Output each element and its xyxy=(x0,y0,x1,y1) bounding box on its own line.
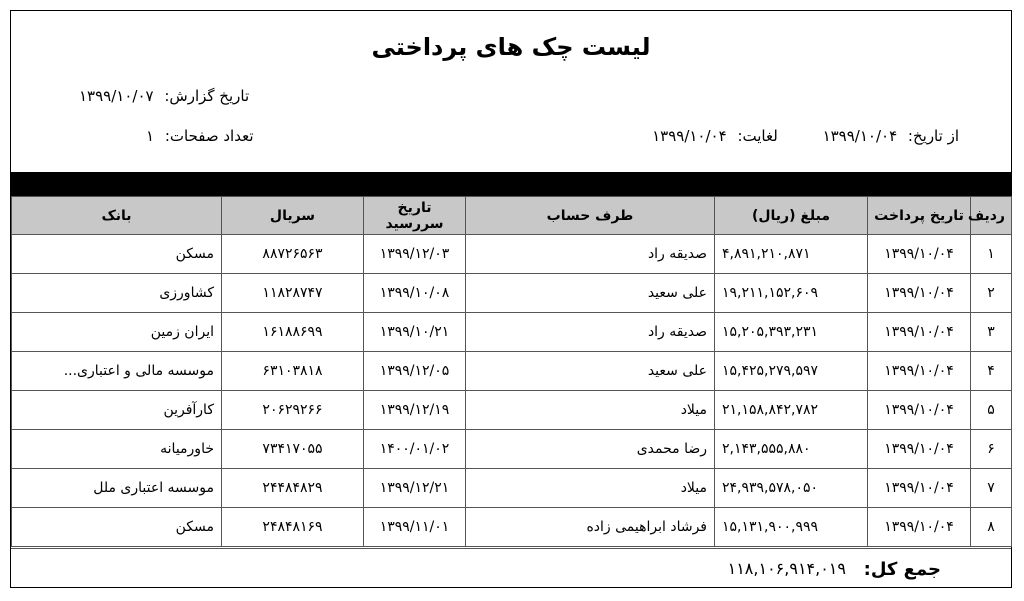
cell-bank: ایران زمین xyxy=(12,313,222,352)
to-date-label: لغایت: xyxy=(737,127,778,145)
cheques-table xyxy=(11,196,1012,547)
col-header-pay-date: تاریخ پرداخت xyxy=(868,197,971,235)
cell-bank: کارآفرین xyxy=(12,391,222,430)
table-row xyxy=(12,508,1012,547)
cell-row: ۴ xyxy=(971,352,1012,391)
cell-party: علی سعید xyxy=(466,352,715,391)
cell-row: ۳ xyxy=(971,313,1012,352)
cell-due-date: ۱۳۹۹/۱۲/۱۹ xyxy=(364,391,466,430)
cell-row: ۶ xyxy=(971,430,1012,469)
cell-party: میلاد xyxy=(466,469,715,508)
col-header-bank: بانک xyxy=(12,197,222,235)
pages-value: ۱ xyxy=(146,127,155,145)
cell-pay-date: ۱۳۹۹/۱۰/۰۴ xyxy=(868,235,971,274)
cell-serial: ۶۳۱۰۳۸۱۸ xyxy=(222,352,364,391)
col-header-row: ردیف xyxy=(971,197,1012,235)
cell-row: ۵ xyxy=(971,391,1012,430)
from-date-label: از تاریخ: xyxy=(907,127,959,145)
col-header-serial: سریال xyxy=(222,197,364,235)
cell-bank: موسسه اعتباری ملل xyxy=(12,469,222,508)
cell-bank: موسسه مالی و اعتباری... xyxy=(12,352,222,391)
cell-amount: ۲۱,۱۵۸,۸۴۲,۷۸۲ xyxy=(715,391,868,430)
cell-row: ۱ xyxy=(971,235,1012,274)
cell-due-date: ۱۳۹۹/۱۲/۰۵ xyxy=(364,352,466,391)
cell-amount: ۱۵,۲۰۵,۳۹۳,۲۳۱ xyxy=(715,313,868,352)
cell-serial: ۲۴۸۴۸۱۶۹ xyxy=(222,508,364,547)
cell-amount: ۴,۸۹۱,۲۱۰,۸۷۱ xyxy=(715,235,868,274)
table-row xyxy=(12,352,1012,391)
pages-label: تعداد صفحات: xyxy=(164,127,254,145)
col-header-due-date: تاریخ سررسید xyxy=(364,197,466,235)
report-title: لیست چک های پرداختی xyxy=(371,33,651,61)
to-date-value: ۱۳۹۹/۱۰/۰۴ xyxy=(652,127,727,145)
cell-bank: کشاورزی xyxy=(12,274,222,313)
table-row xyxy=(12,235,1012,274)
cell-serial: ۱۶۱۸۸۶۹۹ xyxy=(222,313,364,352)
cell-party: صدیقه راد xyxy=(466,235,715,274)
cell-party: رضا محمدی xyxy=(466,430,715,469)
cell-row: ۲ xyxy=(971,274,1012,313)
date-range xyxy=(652,127,959,145)
cell-due-date: ۱۳۹۹/۱۲/۲۱ xyxy=(364,469,466,508)
table-row xyxy=(12,469,1012,508)
col-header-amount: مبلغ (ریال) xyxy=(715,197,868,235)
total-value: ۱۱۸,۱۰۶,۹۱۴,۰۱۹ xyxy=(727,559,846,578)
cell-serial: ۱۱۸۲۸۷۴۷ xyxy=(222,274,364,313)
cell-due-date: ۱۳۹۹/۱۱/۰۱ xyxy=(364,508,466,547)
table-header-row xyxy=(12,197,1012,235)
cell-serial: ۸۸۷۲۶۵۶۳ xyxy=(222,235,364,274)
cell-due-date: ۱۳۹۹/۱۰/۲۱ xyxy=(364,313,466,352)
cell-serial: ۷۳۴۱۷۰۵۵ xyxy=(222,430,364,469)
cell-amount: ۱۵,۱۳۱,۹۰۰,۹۹۹ xyxy=(715,508,868,547)
total-label: جمع کل: xyxy=(863,559,941,580)
pages-count xyxy=(146,127,254,145)
payment-cheques-report xyxy=(10,10,1012,588)
cell-pay-date: ۱۳۹۹/۱۰/۰۴ xyxy=(868,508,971,547)
cell-bank: خاورمیانه xyxy=(12,430,222,469)
cell-amount: ۲۴,۹۳۹,۵۷۸,۰۵۰ xyxy=(715,469,868,508)
cell-pay-date: ۱۳۹۹/۱۰/۰۴ xyxy=(868,352,971,391)
cell-party: فرشاد ابراهیمی زاده xyxy=(466,508,715,547)
table-row xyxy=(12,391,1012,430)
table-row xyxy=(12,274,1012,313)
cell-pay-date: ۱۳۹۹/۱۰/۰۴ xyxy=(868,391,971,430)
table-row xyxy=(12,430,1012,469)
cell-row: ۸ xyxy=(971,508,1012,547)
cell-pay-date: ۱۳۹۹/۱۰/۰۴ xyxy=(868,274,971,313)
cell-amount: ۱۵,۴۲۵,۲۷۹,۵۹۷ xyxy=(715,352,868,391)
header-separator-bar xyxy=(11,172,1011,196)
report-date xyxy=(79,87,249,105)
cell-pay-date: ۱۳۹۹/۱۰/۰۴ xyxy=(868,313,971,352)
cell-party: علی سعید xyxy=(466,274,715,313)
cell-pay-date: ۱۳۹۹/۱۰/۰۴ xyxy=(868,430,971,469)
cell-row: ۷ xyxy=(971,469,1012,508)
cell-due-date: ۱۳۹۹/۱۰/۰۸ xyxy=(364,274,466,313)
from-date-value: ۱۳۹۹/۱۰/۰۴ xyxy=(822,127,898,145)
table-row xyxy=(12,313,1012,352)
cell-due-date: ۱۳۹۹/۱۲/۰۳ xyxy=(364,235,466,274)
report-date-value: ۱۳۹۹/۱۰/۰۷ xyxy=(79,87,154,105)
cell-party: میلاد xyxy=(466,391,715,430)
total-row xyxy=(11,548,1011,589)
cell-serial: ۲۰۶۲۹۲۶۶ xyxy=(222,391,364,430)
cell-bank: مسکن xyxy=(12,508,222,547)
cell-amount: ۲,۱۴۳,۵۵۵,۸۸۰ xyxy=(715,430,868,469)
cell-bank: مسکن xyxy=(12,235,222,274)
cell-pay-date: ۱۳۹۹/۱۰/۰۴ xyxy=(868,469,971,508)
cell-party: صدیقه راد xyxy=(466,313,715,352)
cell-serial: ۲۴۴۸۴۸۲۹ xyxy=(222,469,364,508)
report-date-label: تاریخ گزارش: xyxy=(164,87,250,105)
cell-due-date: ۱۴۰۰/۰۱/۰۲ xyxy=(364,430,466,469)
cell-amount: ۱۹,۲۱۱,۱۵۲,۶۰۹ xyxy=(715,274,868,313)
col-header-party: طرف حساب xyxy=(466,197,715,235)
